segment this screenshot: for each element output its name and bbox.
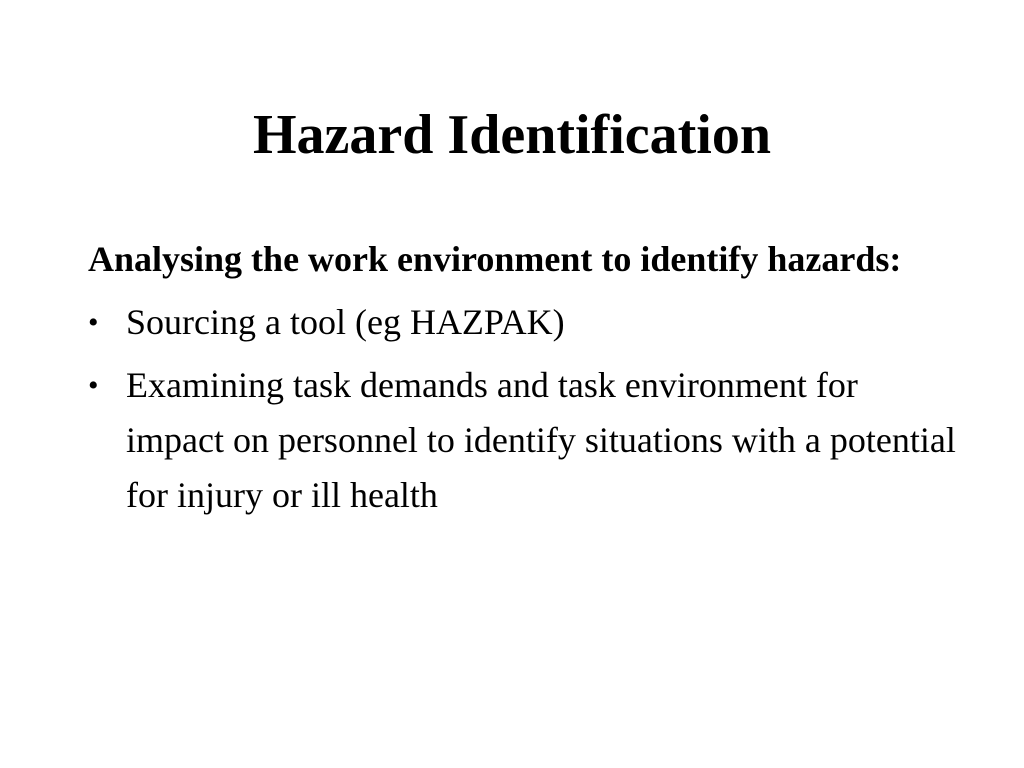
slide-title: Hazard Identification [253,104,771,166]
bullet-text: Examining task demands and task environment for impact on personnel to identify situations with a potential for injury or ill health [126,365,956,515]
bullet-item [88,295,958,350]
slide-body [88,232,958,531]
bullet-text: Sourcing a tool (eg HAZPAK) [126,302,565,342]
intro-text: Analysing the work environment to identify hazards: [88,239,902,279]
bullet-icon: • [88,369,99,402]
bullet-icon: • [88,306,99,339]
bullet-item [88,358,958,523]
